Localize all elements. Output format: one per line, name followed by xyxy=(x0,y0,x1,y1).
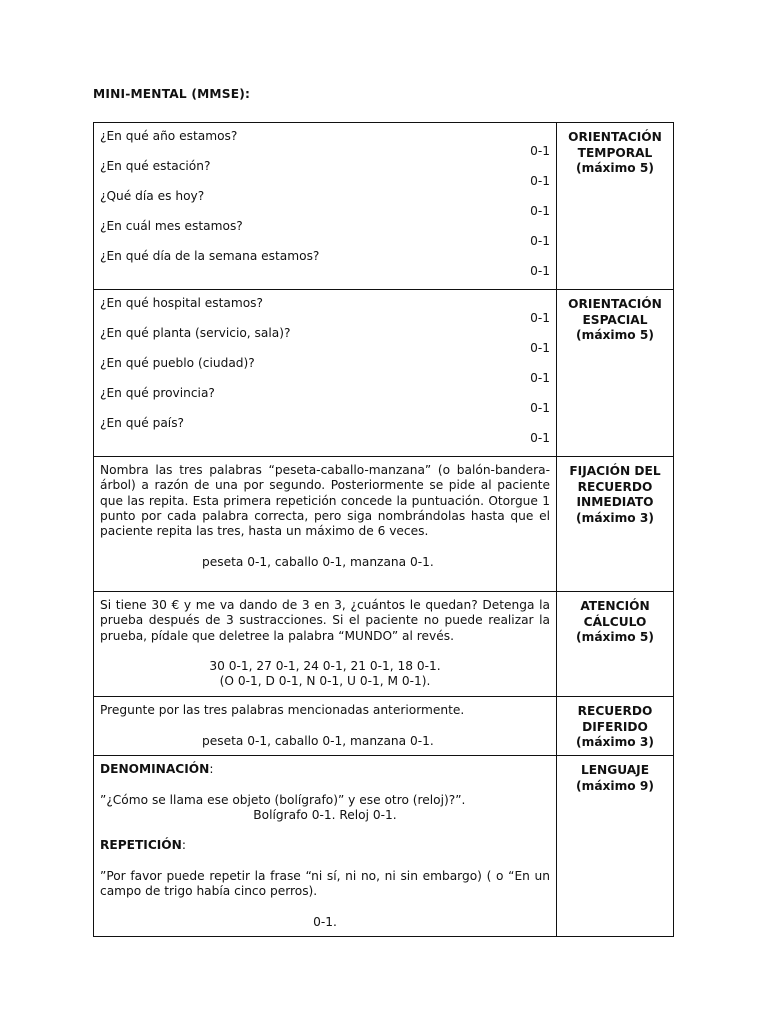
category-label: CÁLCULO xyxy=(583,614,647,629)
page-title: MINI-MENTAL (MMSE): xyxy=(93,87,251,101)
instruction-text: Pregunte por las tres palabras mencionadas anteriormente. xyxy=(100,703,465,717)
questions-cell xyxy=(94,592,557,697)
question-score: 0-1 xyxy=(530,401,550,415)
scoring-line: 0-1. xyxy=(313,914,337,929)
question: ¿Qué día es hoy? xyxy=(100,189,205,203)
question: ¿En qué día de la semana estamos? xyxy=(100,249,320,263)
question: ¿En qué año estamos? xyxy=(100,129,238,143)
category-label: DIFERIDO xyxy=(582,719,648,734)
category-cell xyxy=(557,697,674,756)
category-label: ORIENTACIÓN xyxy=(568,297,662,311)
question: ¿En qué provincia? xyxy=(100,386,215,400)
question: ¿En qué planta (servicio, sala)? xyxy=(100,326,291,340)
question-score: 0-1 xyxy=(530,174,550,188)
category-label: LENGUAJE xyxy=(580,763,650,777)
category-max: (máximo 5) xyxy=(576,630,654,644)
repeticion-label: REPETICIÓN xyxy=(100,838,182,853)
section-recuerdo-diferido xyxy=(94,697,674,756)
questions-cell xyxy=(94,756,557,937)
scoring-line: peseta 0-1, caballo 0-1, manzana 0-1. xyxy=(202,733,434,748)
question-score: 0-1 xyxy=(530,204,550,218)
category-label: RECUERDO xyxy=(577,479,653,494)
section-orientacion-temporal xyxy=(94,123,674,290)
question: ¿En qué pueblo (ciudad)? xyxy=(100,356,255,370)
category-label: ESPACIAL xyxy=(582,312,648,327)
category-cell xyxy=(557,290,674,457)
scoring-line: Bolígrafo 0-1. Reloj 0-1. xyxy=(253,807,397,822)
question-score: 0-1 xyxy=(530,341,550,355)
scoring-line: peseta 0-1, caballo 0-1, manzana 0-1. xyxy=(202,554,434,569)
questions-cell xyxy=(94,290,557,457)
instruction-text: ”Por favor puede repetir la frase “ni sí, ni no, ni sin embargo) ( o “En un campo de trigo había cinco perros). xyxy=(100,869,550,899)
section-orientacion-espacial xyxy=(94,290,674,457)
category-max: (máximo 3) xyxy=(576,735,654,749)
instruction-text: ”¿Cómo se llama ese objeto (bolígrafo)” y ese otro (reloj)?”. xyxy=(100,792,466,807)
section-atencion xyxy=(94,592,674,697)
category-cell xyxy=(557,123,674,290)
question: ¿En qué estación? xyxy=(100,159,211,173)
question-score: 0-1 xyxy=(530,234,550,248)
scoring-line: (O 0-1, D 0-1, N 0-1, U 0-1, M 0-1). xyxy=(219,674,431,689)
category-label: ORIENTACIÓN xyxy=(568,130,662,144)
question-score: 0-1 xyxy=(530,264,550,278)
question-score: 0-1 xyxy=(530,144,550,158)
category-label: ATENCIÓN xyxy=(580,599,650,613)
questions-cell xyxy=(94,697,557,756)
scoring-line: 30 0-1, 27 0-1, 24 0-1, 21 0-1, 18 0-1. xyxy=(209,659,441,674)
questions-cell xyxy=(94,457,557,592)
mmse-table xyxy=(93,122,674,937)
question: ¿En qué hospital estamos? xyxy=(100,296,264,310)
category-label: INMEDIATO xyxy=(576,495,654,509)
denominacion-heading: DENOMINACIÓN: xyxy=(100,762,214,776)
question: ¿En qué país? xyxy=(100,416,185,430)
category-label: TEMPORAL xyxy=(577,145,653,160)
questions-cell xyxy=(94,123,557,290)
category-cell xyxy=(557,756,674,937)
section-fijacion xyxy=(94,457,674,592)
category-max: (máximo 5) xyxy=(576,161,654,175)
category-label: FIJACIÓN DEL xyxy=(569,464,661,478)
instruction-text: Nombra las tres palabras “peseta-caballo-manzana” (o balón-bandera-árbol) a razón de una por segundo. Posteriormente se pide al paciente que las repita. Esta primera repetición concede la puntuación. Otorgue 1 punto por cada palabra correcta, pero siga nombrándolas hasta que el paciente repita las tres, hasta un máximo de 6 veces. xyxy=(100,463,550,539)
category-max: (máximo 5) xyxy=(576,328,654,342)
category-cell xyxy=(557,592,674,697)
section-lenguaje xyxy=(94,756,674,937)
category-max: (máximo 9) xyxy=(576,778,654,793)
repeticion-heading: REPETICIÓN: xyxy=(100,838,186,853)
question-score: 0-1 xyxy=(530,311,550,325)
question: ¿En cuál mes estamos? xyxy=(100,219,243,233)
instruction-text: Si tiene 30 € y me va dando de 3 en 3, ¿cuántos le quedan? Detenga la prueba después de 3 sustracciones. Si el paciente no puede realizar la prueba, pídale que deletree la palabra “MUNDO” al revés. xyxy=(100,598,550,643)
denominacion-label: DENOMINACIÓN xyxy=(100,762,210,776)
category-cell xyxy=(557,457,674,592)
question-score: 0-1 xyxy=(530,431,550,445)
category-label: RECUERDO xyxy=(577,704,653,718)
category-max: (máximo 3) xyxy=(576,510,654,525)
question-score: 0-1 xyxy=(530,371,550,385)
